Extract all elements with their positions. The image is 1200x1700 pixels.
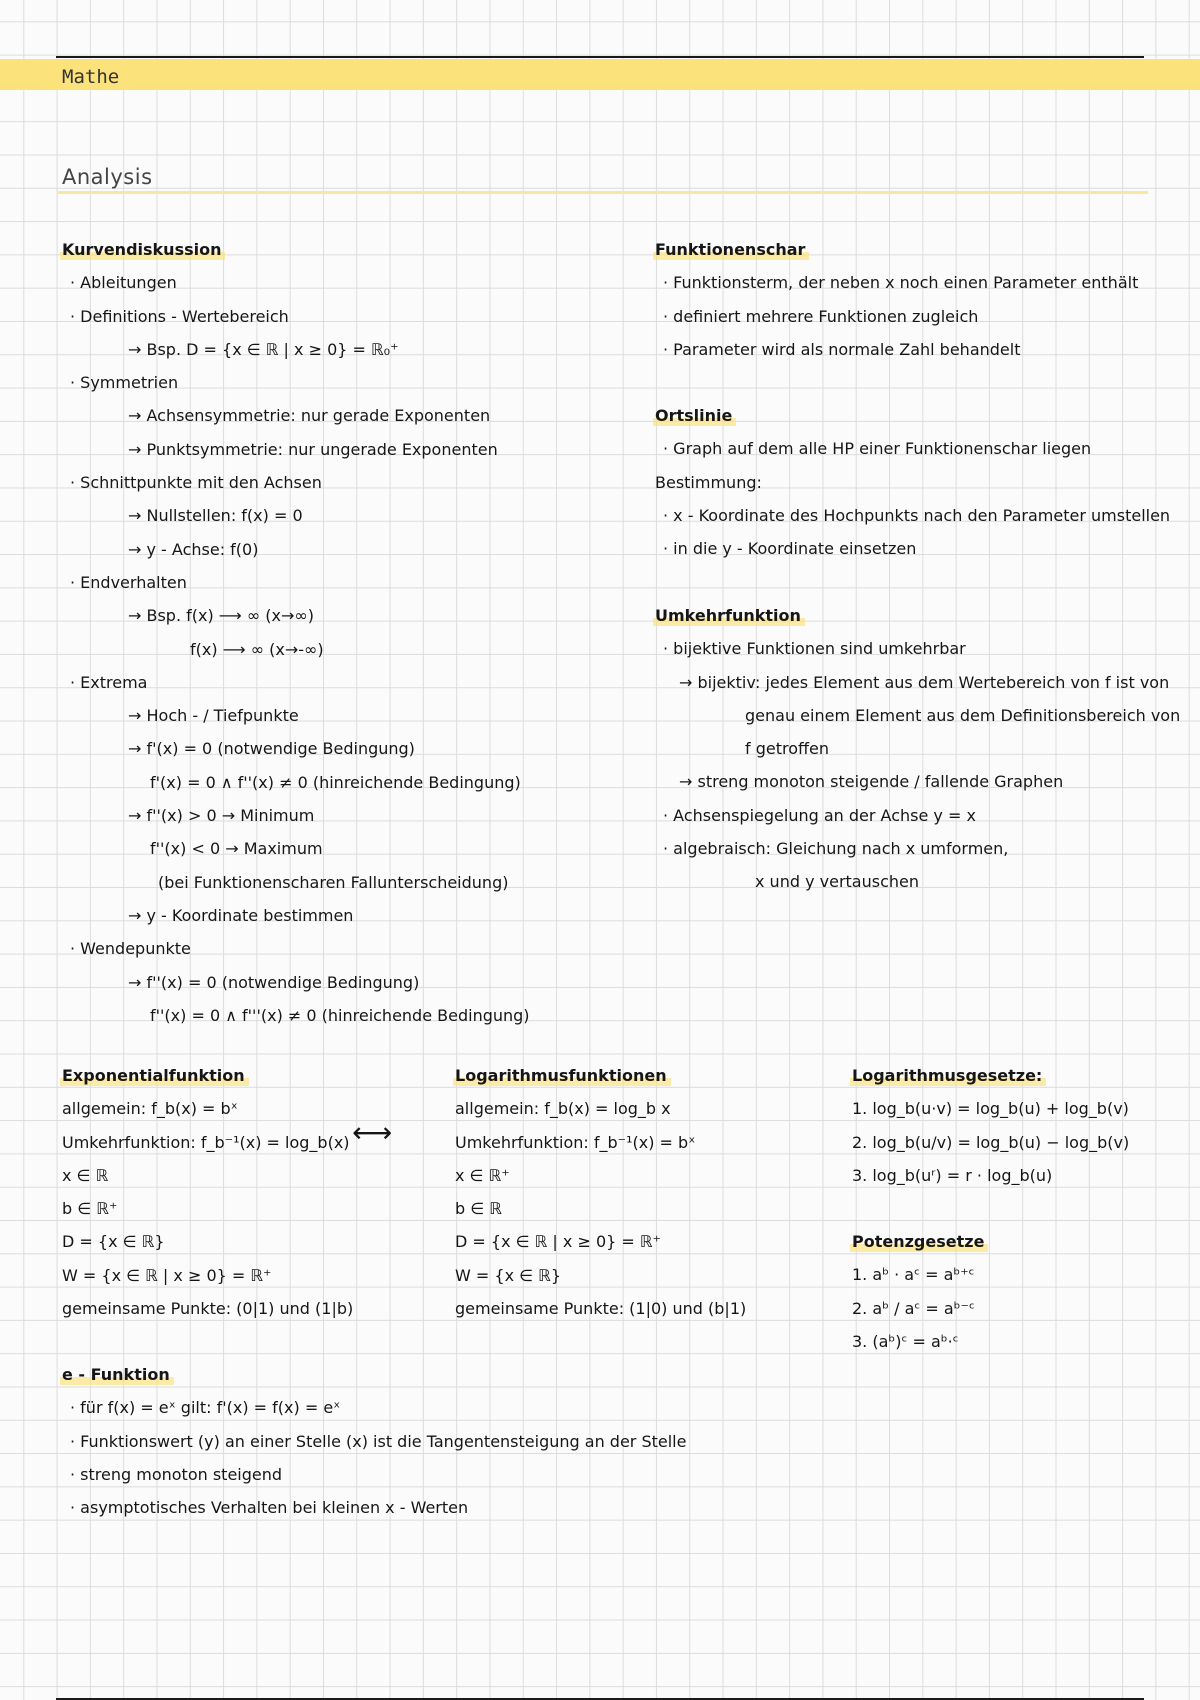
subject-label: Mathe: [62, 66, 120, 88]
ex-line: Umkehrfunktion: f_b⁻¹(x) = log_b(x): [62, 1132, 350, 1152]
funktionenschar-title: Funktionenschar: [655, 233, 805, 266]
funktionenschar-block: [655, 233, 1138, 366]
efunktion-title: e - Funktion: [62, 1358, 170, 1391]
lgg-line: 1. log_b(u·v) = log_b(u) + log_b(v): [852, 1099, 1129, 1119]
kd-line: → f''(x) = 0 (notwendige Bedingung): [128, 972, 420, 992]
kd-line: · Definitions - Wertebereich: [62, 300, 530, 333]
potenzgesetze-block: [852, 1225, 984, 1358]
double-arrow-icon: ⟷: [352, 1116, 393, 1149]
logarithmus-title: Logarithmusfunktionen: [455, 1059, 667, 1092]
ex-line: b ∈ ℝ⁺: [62, 1199, 118, 1219]
logarithmus-block: [455, 1059, 746, 1325]
ol-line: Bestimmung:: [655, 472, 762, 492]
umkehrfunktion-title: Umkehrfunktion: [655, 599, 801, 632]
ex-line: x ∈ ℝ: [62, 1165, 109, 1185]
kd-line: · Schnittpunkte mit den Achsen: [62, 466, 530, 499]
potenzgesetze-title: Potenzgesetze: [852, 1225, 984, 1258]
kd-line: → Bsp. f(x) ⟶ ∞ (x→∞): [128, 606, 314, 626]
lg-line: D = {x ∈ ℝ | x ≥ 0} = ℝ⁺: [455, 1232, 661, 1252]
ex-line: gemeinsame Punkte: (0|1) und (1|b): [62, 1299, 354, 1319]
logarithmusgesetze-block: [852, 1059, 1129, 1192]
ortslinie-block: [655, 399, 1170, 565]
kd-line: → Bsp. D = {x ∈ ℝ | x ≥ 0} = ℝ₀⁺: [128, 339, 399, 359]
lg-line: Umkehrfunktion: f_b⁻¹(x) = bˣ: [455, 1132, 696, 1152]
fs-line: · Parameter wird als normale Zahl behandelt: [655, 333, 1138, 366]
exponential-block: [62, 1059, 353, 1325]
kd-line: f(x) ⟶ ∞ (x→-∞): [190, 639, 324, 659]
fs-line: · definiert mehrere Funktionen zugleich: [655, 300, 1138, 333]
lg-line: x ∈ ℝ⁺: [455, 1165, 510, 1185]
pg-line: 1. aᵇ · aᶜ = aᵇ⁺ᶜ: [852, 1265, 975, 1285]
uf-line: → bijektiv: jedes Element aus dem Wertebereich von f ist von: [679, 672, 1170, 692]
ef-line: · streng monoton steigend: [62, 1458, 686, 1491]
kd-line: → Punktsymmetrie: nur ungerade Exponenten: [128, 439, 498, 459]
ex-line: allgemein: f_b(x) = bˣ: [62, 1099, 238, 1119]
logarithmusgesetze-title: Logarithmusgesetze:: [852, 1059, 1042, 1092]
header-highlight: [0, 59, 1200, 90]
ef-line: · für f(x) = eˣ gilt: f'(x) = f(x) = eˣ: [62, 1391, 686, 1424]
ex-line: D = {x ∈ ℝ}: [62, 1232, 165, 1252]
top-rule: [56, 56, 1144, 58]
kurvendiskussion-block: [62, 233, 530, 1032]
kd-line: → y - Koordinate bestimmen: [128, 905, 354, 925]
ex-line: W = {x ∈ ℝ | x ≥ 0} = ℝ⁺: [62, 1265, 272, 1285]
uf-line: → streng monoton steigende / fallende Graphen: [679, 772, 1064, 792]
fs-line: · Funktionsterm, der neben x noch einen Parameter enthält: [655, 266, 1138, 299]
kd-line: → f''(x) > 0 → Minimum: [128, 806, 315, 826]
ol-line: · x - Koordinate des Hochpunkts nach den Parameter umstellen: [655, 499, 1170, 532]
ol-line: · in die y - Koordinate einsetzen: [655, 532, 1170, 565]
ol-line: · Graph auf dem alle HP einer Funktionenschar liegen: [655, 432, 1170, 465]
section-underline: [58, 191, 1148, 194]
lg-line: gemeinsame Punkte: (1|0) und (b|1): [455, 1299, 747, 1319]
kd-line: · Symmetrien: [62, 366, 530, 399]
kd-line: f''(x) = 0 ∧ f'''(x) ≠ 0 (hinreichende Bedingung): [150, 1005, 530, 1025]
uf-line: f getroffen: [745, 739, 830, 759]
kd-line: → Achsensymmetrie: nur gerade Exponenten: [128, 406, 491, 426]
ef-line: · asymptotisches Verhalten bei kleinen x - Werten: [62, 1491, 686, 1524]
uf-line: genau einem Element aus dem Definitionsbereich von: [745, 705, 1181, 725]
pg-line: 3. (aᵇ)ᶜ = aᵇ·ᶜ: [852, 1331, 959, 1351]
efunktion-block: [62, 1358, 686, 1524]
lgg-line: 2. log_b(u/v) = log_b(u) − log_b(v): [852, 1132, 1130, 1152]
uf-line: · bijektive Funktionen sind umkehrbar: [655, 632, 1180, 665]
kd-line: (bei Funktionenscharen Fallunterscheidung): [158, 872, 509, 892]
kd-line: → Hoch - / Tiefpunkte: [128, 706, 299, 726]
lg-line: W = {x ∈ ℝ}: [455, 1265, 562, 1285]
ef-line: · Funktionswert (y) an einer Stelle (x) ist die Tangentensteigung an der Stelle: [62, 1425, 686, 1458]
uf-line: x und y vertauschen: [755, 872, 919, 892]
kd-line: · Endverhalten: [62, 566, 530, 599]
lgg-line: 3. log_b(uʳ) = r · log_b(u): [852, 1165, 1053, 1185]
kd-line: f'(x) = 0 ∧ f''(x) ≠ 0 (hinreichende Bedingung): [150, 772, 521, 792]
kurvendiskussion-title: Kurvendiskussion: [62, 233, 221, 266]
exponential-title: Exponentialfunktion: [62, 1059, 245, 1092]
uf-line: · algebraisch: Gleichung nach x umformen,: [655, 832, 1180, 865]
umkehrfunktion-block: [655, 599, 1180, 899]
ortslinie-title: Ortslinie: [655, 399, 732, 432]
pg-line: 2. aᵇ / aᶜ = aᵇ⁻ᶜ: [852, 1298, 975, 1318]
kd-line: → y - Achse: f(0): [128, 539, 259, 559]
lg-line: b ∈ ℝ: [455, 1199, 502, 1219]
kd-line: → Nullstellen: f(x) = 0: [128, 506, 303, 526]
lg-line: allgemein: f_b(x) = log_b x: [455, 1099, 671, 1119]
kd-line: · Extrema: [62, 666, 530, 699]
kd-line: · Wendepunkte: [62, 932, 530, 965]
kd-line: → f'(x) = 0 (notwendige Bedingung): [128, 739, 415, 759]
kd-line: · Ableitungen: [62, 266, 530, 299]
kd-line: f''(x) < 0 → Maximum: [150, 839, 323, 859]
uf-line: · Achsenspiegelung an der Achse y = x: [655, 799, 1180, 832]
section-title: Analysis: [62, 165, 153, 189]
